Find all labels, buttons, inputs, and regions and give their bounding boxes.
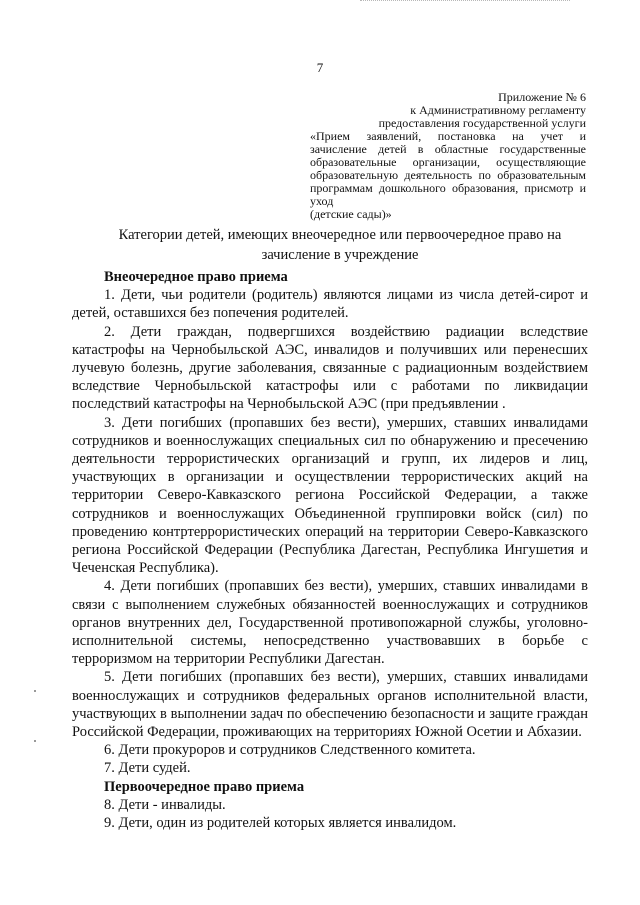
- margin-dot: [34, 740, 36, 742]
- list-item: 2. Дети граждан, подвергшихся воздействию радиации вследствие катастрофы на Чернобыльской АЭС, инвалидов и получивших или перенесших лучевую болезнь, другие заболевания, связанные с радиационным воздействием вследствие Чернобыльской катастрофы или с работами по ликвидации последствий катастрофы на Чернобыльской АЭС (при предъявлении .: [72, 323, 588, 413]
- title-line: Категории детей, имеющих внеочередное или первоочередное право на: [118, 227, 562, 243]
- appendix-line: зачисление детей в областные государственные: [310, 142, 586, 156]
- scan-artifact: [360, 0, 570, 3]
- list-item: 6. Дети прокуроров и сотрудников Следственного комитета.: [104, 742, 476, 759]
- list-item: 1. Дети, чьи родители (родитель) являются лицами из числа детей-сирот и детей, оставшихся без попечения родителей.: [72, 287, 588, 322]
- appendix-line: Приложение № 6: [498, 90, 586, 104]
- appendix-line: (детские сады)»: [310, 207, 392, 221]
- appendix-line: «Прием заявлений, постановка на учет и: [310, 129, 586, 143]
- appendix-line: программам дошкольного образования, присмотр и уход: [310, 181, 586, 208]
- appendix-line: образовательную деятельность по образовательным: [310, 168, 586, 182]
- appendix-line: предоставления государственной услуги: [378, 116, 586, 130]
- list-item: 7. Дети судей.: [104, 760, 191, 777]
- list-item: 4. Дети погибших (пропавших без вести), умерших, ставших инвалидами в связи с выполнением служебных обязанностей военнослужащих и сотрудников органов внутренних дел, Государственной противопожарной службы, уголовно-исполнительной системы, непосредственно участвовавших в борьбе с терроризмом на территории Республики Дагестан.: [72, 578, 588, 668]
- section-heading-priority: Первоочередное право приема: [104, 778, 305, 795]
- document-body: [72, 268, 588, 832]
- section-heading-extraordinary: Внеочередное право приема: [104, 269, 288, 285]
- list-item: 9. Дети, один из родителей которых является инвалидом.: [104, 815, 457, 832]
- document-title: [90, 225, 590, 265]
- appendix-header: [310, 91, 586, 221]
- list-item: 5. Дети погибших (пропавших без вести), умерших, ставших инвалидами военнослужащих и сотрудников федеральных органов исполнительной власти, участвующих в выполнении задач по обеспечению безопасности и защите граждан Российской Федерации, проживающих на территориях Южной Осетии и Абхазии.: [72, 669, 588, 741]
- list-item: 8. Дети - инвалиды.: [104, 796, 226, 813]
- appendix-line: к Административному регламенту: [410, 103, 586, 117]
- list-item: 3. Дети погибших (пропавших без вести), умерших, ставших инвалидами сотрудников и военнослужащих специальных сил по обнаружению и пресечению деятельности террористических организаций и групп, их лидеров и лиц, участвующих в организации и осуществлении террористических акций на территории Северо-Кавказского региона Российской Федерации, а также сотрудников и военнослужащих Объединенной группировки войск (сил) по проведению контртеррористических операций на территории Северо-Кавказского региона Российской Федерации (Республика Дагестан, Республика Ингушетия и Чеченская Республика).: [72, 414, 588, 577]
- title-line: зачисление в учреждение: [261, 247, 419, 263]
- page-number: 7: [316, 60, 324, 75]
- margin-dot: [34, 690, 36, 692]
- appendix-line: образовательные организации, осуществляющие: [310, 155, 586, 169]
